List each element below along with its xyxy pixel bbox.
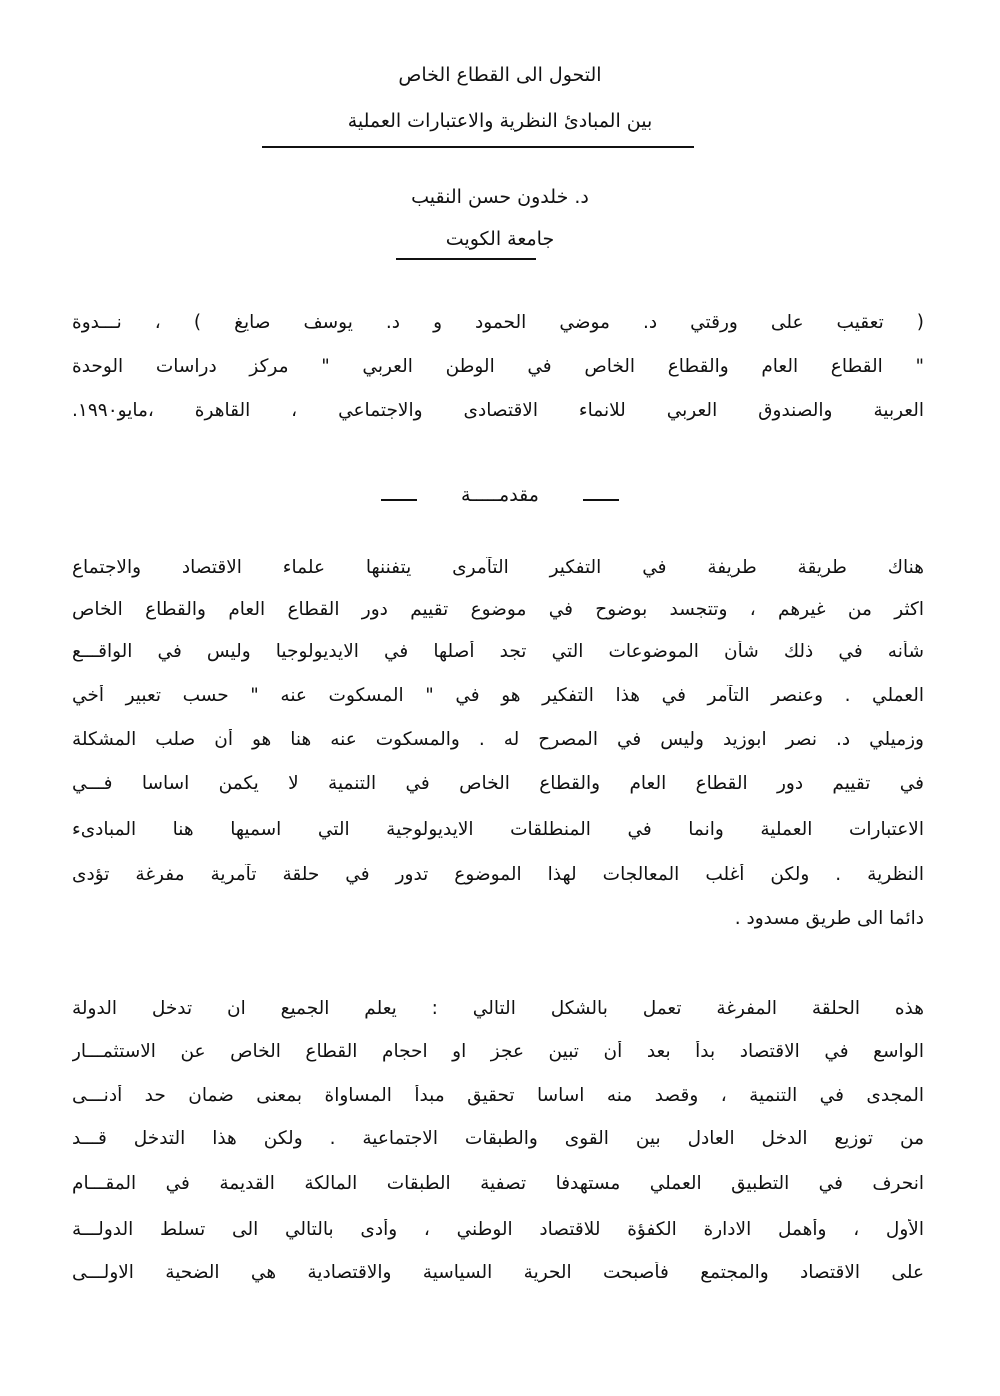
paragraph-1-line: دائما الى طريق مسدود . xyxy=(734,908,924,929)
paragraph-1-line: في تقييم دور القطاع العام والقطاع الخاص في التنمية لا يكمن اساسا فـــي xyxy=(72,773,924,794)
paragraph-2-line: المجدى في التنمية ، وقصد منه اساسا تحقيق مبدأ المساواة بمعنى ضمان حد أدنـــى xyxy=(72,1085,924,1106)
note-line: العربية والصندوق العربي للانماء الاقتصادى والاجتماعي ، القاهرة ،مايو١٩٩٠. xyxy=(72,400,924,421)
paragraph-2-line: الواسع في الاقتصاد بدأ بعد أن تبين عجز او احجام القطاع الخاص عن الاستثمـــار xyxy=(72,1041,924,1062)
paragraph-1-line: وزميلي د. نصر ابوزيد وليس في المصرح له . والمسكوت عنه هنا هو أن صلب المشكلة xyxy=(72,729,924,750)
paragraph-1-line: العملي . وعنصر التآمر في هذا التفكير هو في " المسكوت عنه " حسب تعبير أخي xyxy=(72,685,924,706)
note-line: ( تعقيب على ورقتي د. موضي الحمود و د. يوسف صايغ ) ، نـــدوة xyxy=(72,312,924,333)
paragraph-1-line: الاعتبارات العملية وانما في المنطلقات الايديولوجية التي اسميها هنا المبادىء xyxy=(72,819,924,840)
paragraph-2-line: من توزيع الدخل العادل بين القوى والطبقات الاجتماعية . ولكن هذا التدخل قـــد xyxy=(72,1128,924,1149)
title-underline xyxy=(262,146,694,148)
note-line: " القطاع العام والقطاع الخاص في الوطن العربي " مركز دراسات الوحدة xyxy=(72,356,924,377)
author-name: د. خلدون حسن النقيب xyxy=(411,186,589,208)
title-line-2: بين المبادئ النظرية والاعتبارات العملية xyxy=(347,110,653,132)
paragraph-1-line: اكثر من غيرهم ، وتتجسد بوضوح في موضوع تقييم دور القطاع العام والقطاع الخاص xyxy=(72,599,924,620)
university-name: جامعة الكويت xyxy=(445,228,555,250)
heading-dash-right xyxy=(583,499,619,501)
paragraph-2-line: الأول ، وأهمل الادارة الكفؤة للاقتصاد الوطني ، وأدى بالتالي الى تسلط الدولـــة xyxy=(72,1219,924,1240)
section-heading-text: مقدمـــــة xyxy=(461,484,539,506)
paragraph-2-line: انحرف في التطبيق العملي مستهدفا تصفية الطبقات المالكة القديمة في المقـــام xyxy=(72,1173,924,1194)
title-line-1: التحول الى القطاع الخاص xyxy=(398,64,602,86)
section-heading xyxy=(0,484,1000,506)
paragraph-2-line: على الاقتصاد والمجتمع فأصبحت الحرية السياسية والاقتصادية هي الضحية الاولـــى xyxy=(72,1262,924,1283)
heading-dash-left xyxy=(381,499,417,501)
paragraph-1-line: هناك طريقة طريفة في التفكير التآمرى يتفننها علماء الاقتصاد والاجتماع xyxy=(72,557,924,578)
university-underline xyxy=(396,258,536,260)
paragraph-2-line: هذه الحلقة المفرغة تعمل بالشكل التالي : يعلم الجميع ان تدخل الدولة xyxy=(72,998,924,1019)
paragraph-1-line: شأنه في ذلك شأن الموضوعات التي تجد أصلها في الايديولوجيا وليس في الواقـــع xyxy=(72,641,924,662)
paragraph-1-line: النظرية . ولكن أغلب المعالجات لهذا الموضوع تدور في حلقة تآمرية مفرغة تؤدى xyxy=(72,864,924,885)
